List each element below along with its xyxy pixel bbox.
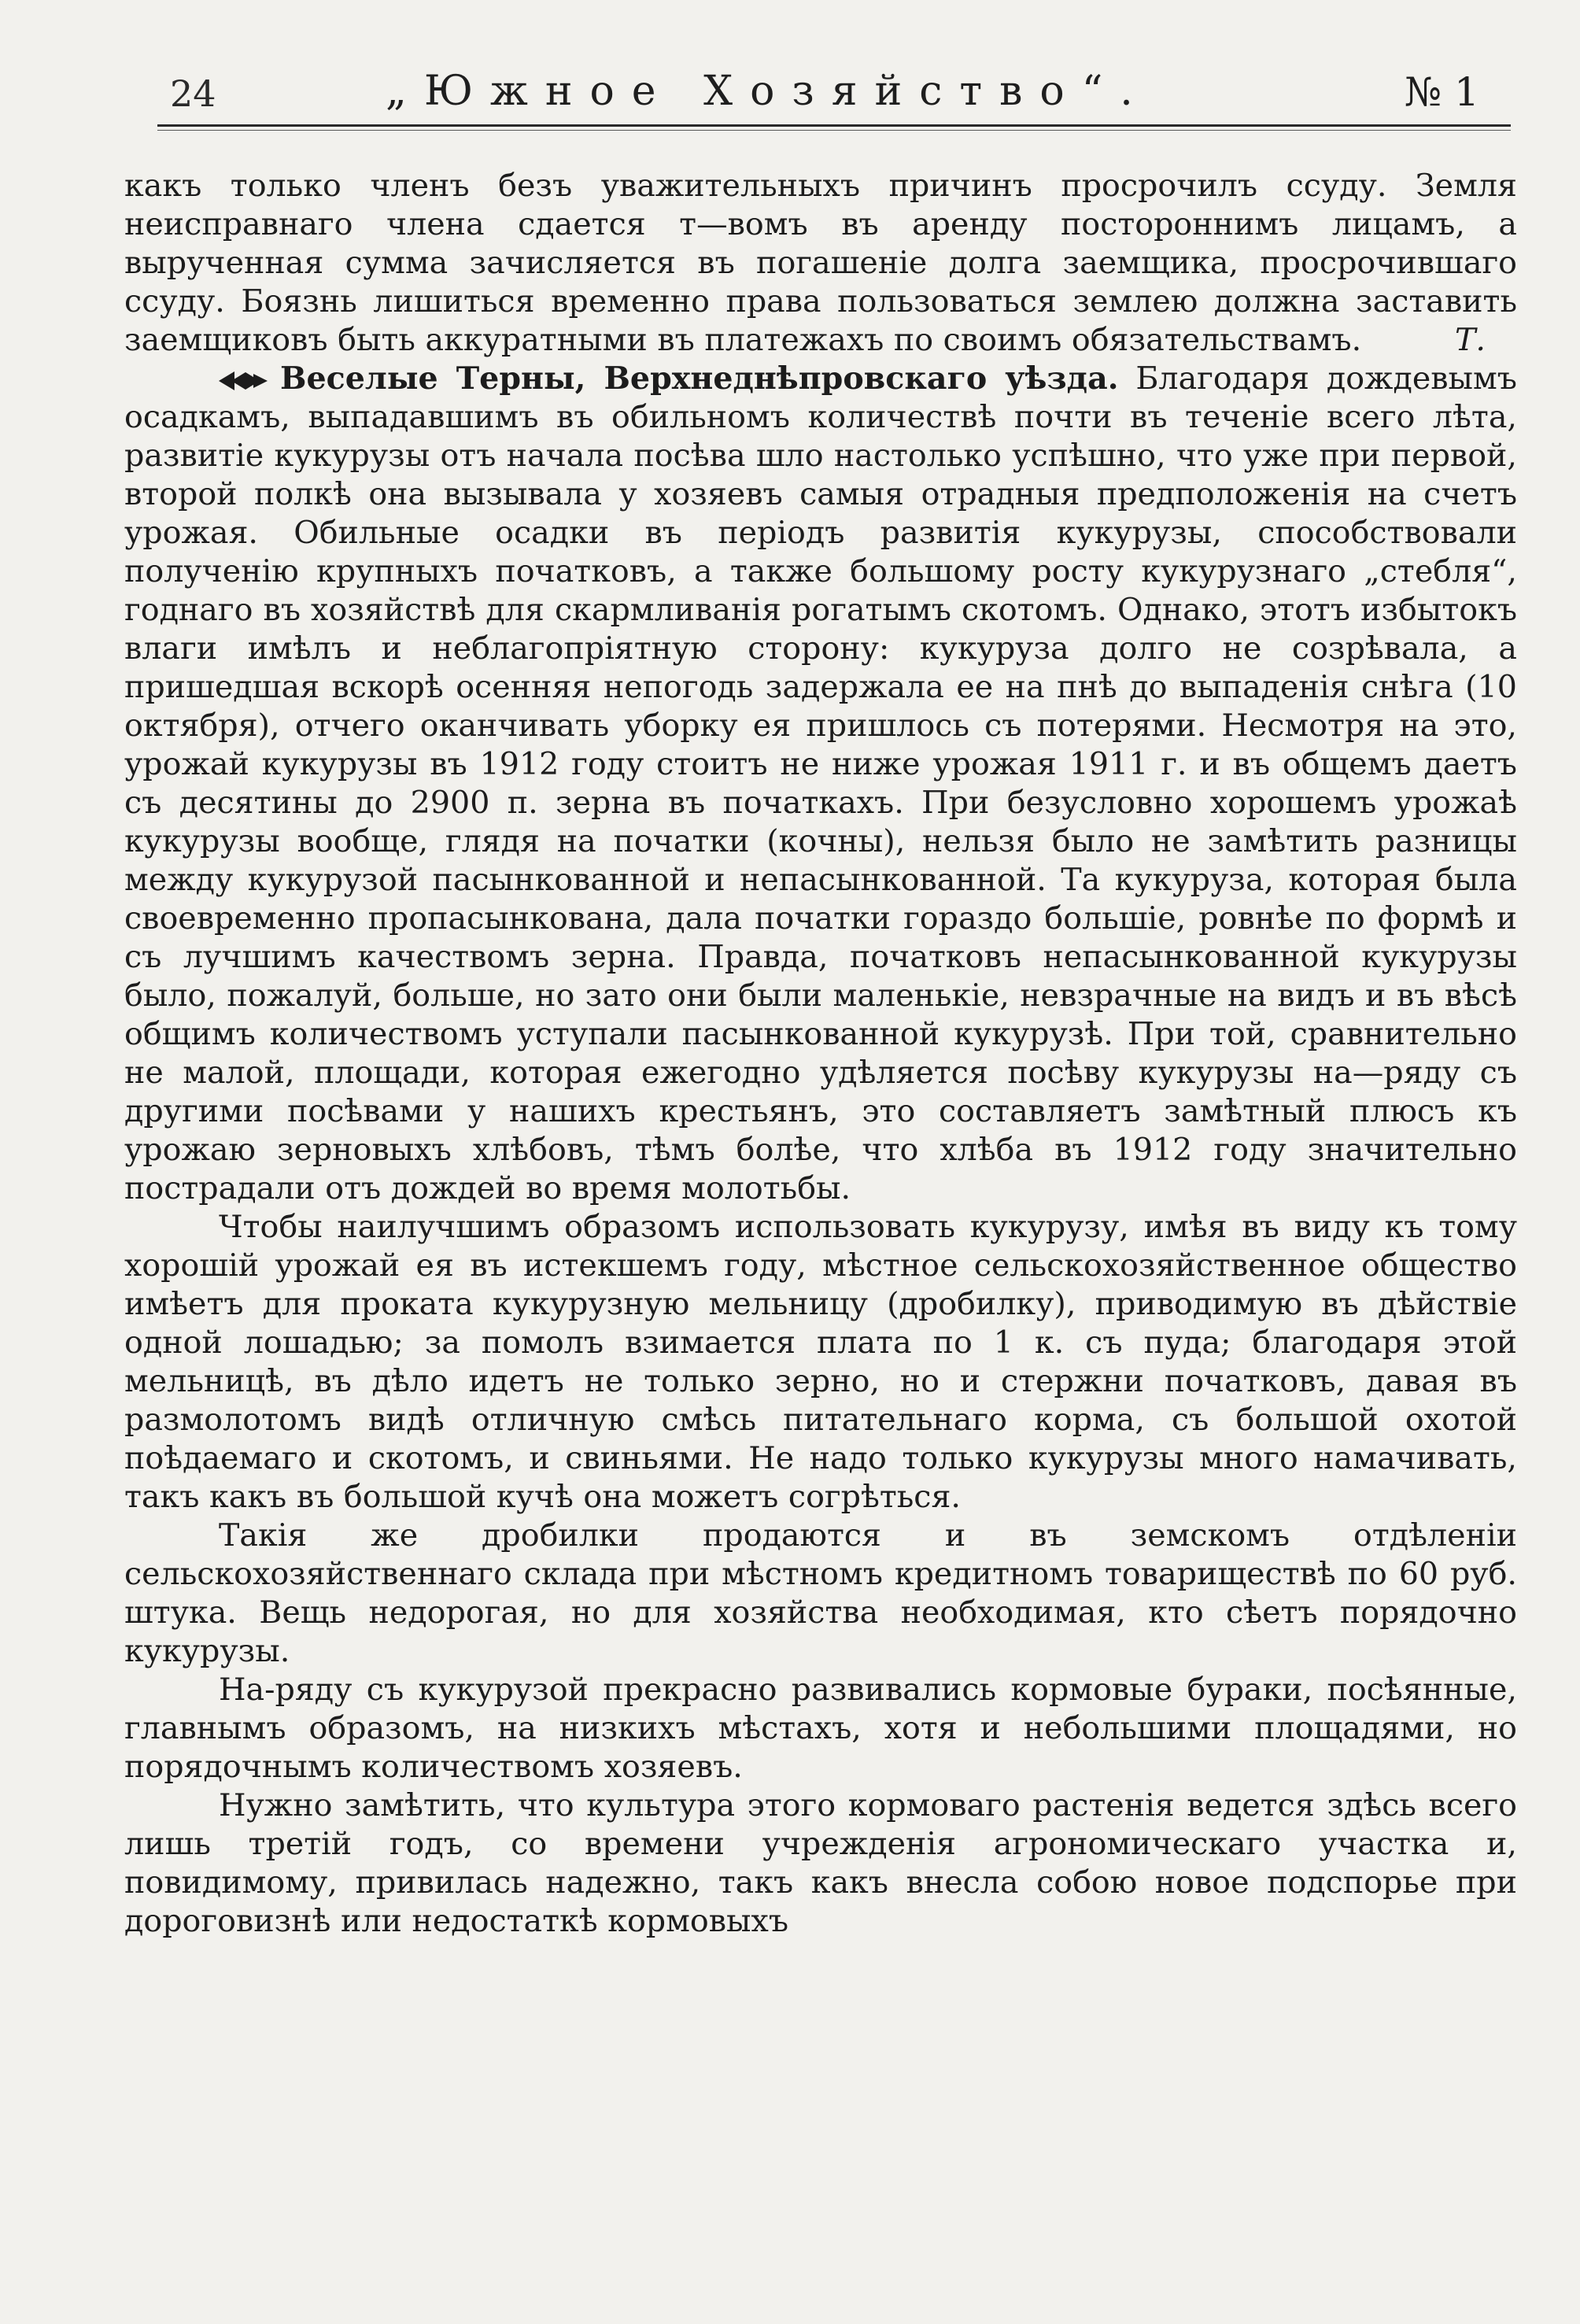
page-number: 24 <box>170 72 216 115</box>
paragraph-crushers: Такiя же дробилки продаются и въ земскомъ отдѣленiи сельскохозяйственнаго склада при мѣстномъ кредитномъ товариществѣ по 60 руб. штука. Вещь недорогая, но для хозяйства необходимая, кто сѣетъ порядочно кукурузы. <box>124 1517 1517 1669</box>
page-header <box>157 68 1511 121</box>
header-rule-thin <box>157 130 1511 131</box>
intro-signature: Т. <box>1455 322 1486 358</box>
issue-number: № 1 <box>1404 69 1479 115</box>
paragraph-beets: На-ряду съ кукурузой прекрасно развивались кормовые бураки, посѣянные, главнымъ образомъ, на низкихъ мѣстахъ, хотя и небольшими площадями, но порядочнымъ количествомъ хозяевъ. <box>124 1672 1517 1785</box>
diamond-arrow-icon <box>219 371 269 391</box>
journal-title: „Южное Хозяйство“. <box>386 68 1150 115</box>
paragraph-culture: Нужно замѣтить, что культура этого кормоваго растенiя ведется здѣсь всего лишь третiй годъ, со времени учрежденiя агрономическаго участка и, повидимому, привилась надежно, такъ какъ внесла собою новое подспорье при дороговизнѣ или недостаткѣ кормовыхъ <box>124 1787 1517 1939</box>
paragraph-mill: Чтобы наилучшимъ образомъ использовать кукурузу, имѣя въ виду къ тому хорошiй урожай ея въ истекшемъ году, мѣстное сельскохозяйственное общество имѣетъ для проката кукурузную мельницу (дробилку), приводимую въ дѣйствiе одной лошадью; за помолъ взимается плата по 1 к. съ пуда; благодаря этой мельницѣ, въ дѣло идетъ не только зерно, но и стержни початковъ, давая въ размолотомъ видѣ отличную смѣсь питательнаго корма, съ большой охотой поѣдаемаго и скотомъ, и свиньями. Не надо только кукурузы много намачивать, такъ какъ въ большой кучѣ она можетъ согрѣться. <box>124 1209 1517 1515</box>
news-paragraph <box>124 360 1517 1208</box>
intro-text: какъ только членъ безъ уважительныхъ причинъ просрочилъ ссуду. Земля неисправнаго члена сдается т—вомъ въ аренду постороннимъ лицамъ, а вырученная сумма зачисляется въ погашенiе долга заемщика, просрочившаго ссуду. Боязнь лишиться временно права пользоваться землею должна заставить заемщиковъ быть аккуратными въ платежахъ по своимъ обязательствамъ. <box>124 168 1517 358</box>
header-rule <box>157 124 1511 127</box>
intro-paragraph <box>124 167 1517 360</box>
news-text: Благодаря дождевымъ осадкамъ, выпадавшимъ въ обильномъ количествѣ почти въ теченiе всего лѣта, развитiе кукурузы отъ начала посѣва шло настолько успѣшно, что уже при первой, второй полкѣ она вызывала у хозяевъ самыя отрадныя предположенiя на счетъ урожая. Обильные осадки въ перiодъ развитiя кукурузы, способствовали полученiю крупныхъ початковъ, а также большому росту кукурузнаго „стебля“, годнаго въ хозяйствѣ для скармливанiя рогатымъ скотомъ. Однако, этотъ избытокъ влаги имѣлъ и неблагопрiятную сторону: кукуруза долго не созрѣвала, а пришедшая вскорѣ осенняя непогодь задержала ее на пнѣ до выпаденiя снѣга (10 октября), отчего оканчивать уборку ея пришлось съ потерями. Несмотря на это, урожай кукурузы въ 1912 году стоитъ не ниже урожая 1911 г. и въ общемъ даетъ съ десятины до 2900 п. зерна въ початкахъ. При безусловно хорошемъ урожаѣ кукурузы вообще, глядя на початки (кочны), нельзя было не замѣтить разницы между кукурузой пасынкованной и непасынкованной. Та кукуруза, которая была своевременно пропасынкована, дала початки гораздо большiе, ровнѣе по формѣ и съ лучшимъ качествомъ зерна. Правда, початковъ непасынкованной кукурузы было, пожалуй, больше, но зато они были маленькiе, невзрачные на видъ и въ вѣсѣ общимъ количествомъ уступали пасынкованной кукурузѣ. При той, сравнительно не малой, площади, которая ежегодно удѣляется посѣву кукурузы на—ряду съ другими посѣвами у нашихъ крестьянъ, это составляетъ замѣтный плюсъ къ урожаю зерновыхъ хлѣбовъ, тѣмъ болѣе, что хлѣба въ 1912 году значительно пострадали отъ дождей во время молотьбы. <box>124 360 1517 1206</box>
article-body <box>124 167 1517 1941</box>
news-place-name: Веселые Терны, Верхнеднѣпровскаго уѣзда. <box>280 360 1119 397</box>
